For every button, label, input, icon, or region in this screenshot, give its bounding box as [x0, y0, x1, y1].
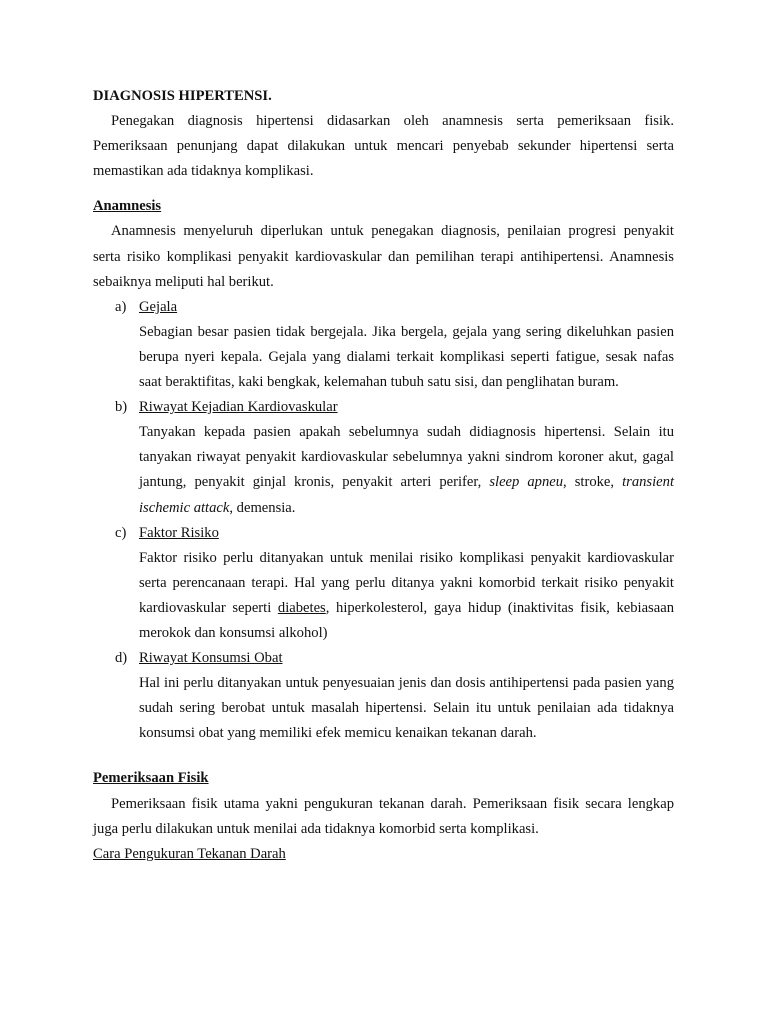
pengukuran-subheading: Cara Pengukuran Tekanan Darah	[93, 845, 286, 862]
list-item-riwayat-obat	[93, 646, 674, 746]
body-text: , hiperkolesterol, gaya hidup (inaktivitas fisik, kebiasaan merokok dan konsumsi alkohol)	[139, 599, 674, 641]
document-title: DIAGNOSIS HIPERTENSI.	[93, 88, 272, 104]
list-item-gejala	[93, 295, 674, 395]
pemeriksaan-heading: Pemeriksaan Fisik	[93, 770, 209, 787]
list-item-faktor-risiko	[93, 521, 674, 646]
diabetes-link[interactable]: diabetes	[277, 599, 326, 616]
intro-paragraph: Penegakan diagnosis hipertensi didasarkan oleh anamnesis serta pemeriksaan fisik. Pemeriksaan penunjang dapat dilakukan untuk mencari penyebab sekunder hipertensi serta memastikan ada tidaknya komplikasi.	[93, 113, 674, 180]
document-page	[93, 84, 674, 867]
pemeriksaan-intro: Pemeriksaan fisik utama yakni pengukuran tekanan darah. Pemeriksaan fisik secara lengkap juga perlu dilakukan untuk menilai ada tidaknya komorbid serta komplikasi.	[93, 795, 674, 837]
body-text: Tanyakan kepada pasien apakah sebelumnya sudah didiagnosis hipertensi. Selain itu tanyakan riwayat penyakit kardiovaskular sebelumnya yakni sindrom koroner akut, gagal jantung, penyakit ginjal kronis, penyakit arteri perifer,	[139, 424, 674, 491]
list-item-riwayat-kardiovaskular	[93, 395, 674, 520]
body-text: , demensia.	[229, 499, 296, 516]
list-item-body: Hal ini perlu ditanyakan untuk penyesuaian jenis dan dosis antihipertensi pada pasien yang sudah sering berobat untuk masalah hipertensi. Selain itu untuk penilaian ada tidaknya konsumsi obat yang memiliki efek memicu kenaikan tekanan darah.	[139, 675, 674, 742]
body-text: , stroke,	[563, 474, 623, 491]
spacer	[93, 746, 674, 766]
list-marker: d)	[115, 650, 128, 667]
list-item-body: Sebagian besar pasien tidak bergejala. Jika bergela, gejala yang sering dikeluhkan pasien berupa nyeri kepala. Gejala yang dialami terkait komplikasi seperti fatigue, sesak nafas saat beraktifitas, kaki bengkak, kelemahan tubuh satu sisi, dan penglihatan buram.	[139, 323, 674, 391]
list-item-heading: Riwayat Kejadian Kardiovaskular	[139, 399, 338, 416]
list-item-body	[139, 420, 674, 520]
body-italic-text: sleep apneu	[489, 474, 564, 491]
list-item-heading: Riwayat Konsumsi Obat	[139, 650, 283, 667]
body-text: Faktor risiko perlu ditanyakan untuk menilai risiko komplikasi penyakit kardiovaskular serta perencanaan terapi. Hal yang perlu ditanya yakni komorbid terkait risiko penyakit kardiovaskular seperti	[139, 549, 674, 616]
spacer	[93, 184, 674, 194]
list-marker: c)	[115, 524, 127, 541]
list-marker: a)	[115, 298, 127, 315]
list-item-heading: Faktor Risiko	[139, 524, 219, 541]
anamnesis-heading: Anamnesis	[93, 198, 162, 215]
anamnesis-intro: Anamnesis menyeluruh diperlukan untuk penegakan diagnosis, penilaian progresi penyakit serta risiko komplikasi penyakit kardiovaskular dan pemilihan terapi antihipertensi. Anamnesis sebaiknya meliputi hal berikut.	[93, 223, 674, 290]
list-item-heading: Gejala	[139, 298, 178, 315]
list-item-body	[139, 546, 674, 646]
body-italic-text: transient ischemic attack	[139, 474, 674, 516]
list-marker: b)	[115, 399, 128, 416]
